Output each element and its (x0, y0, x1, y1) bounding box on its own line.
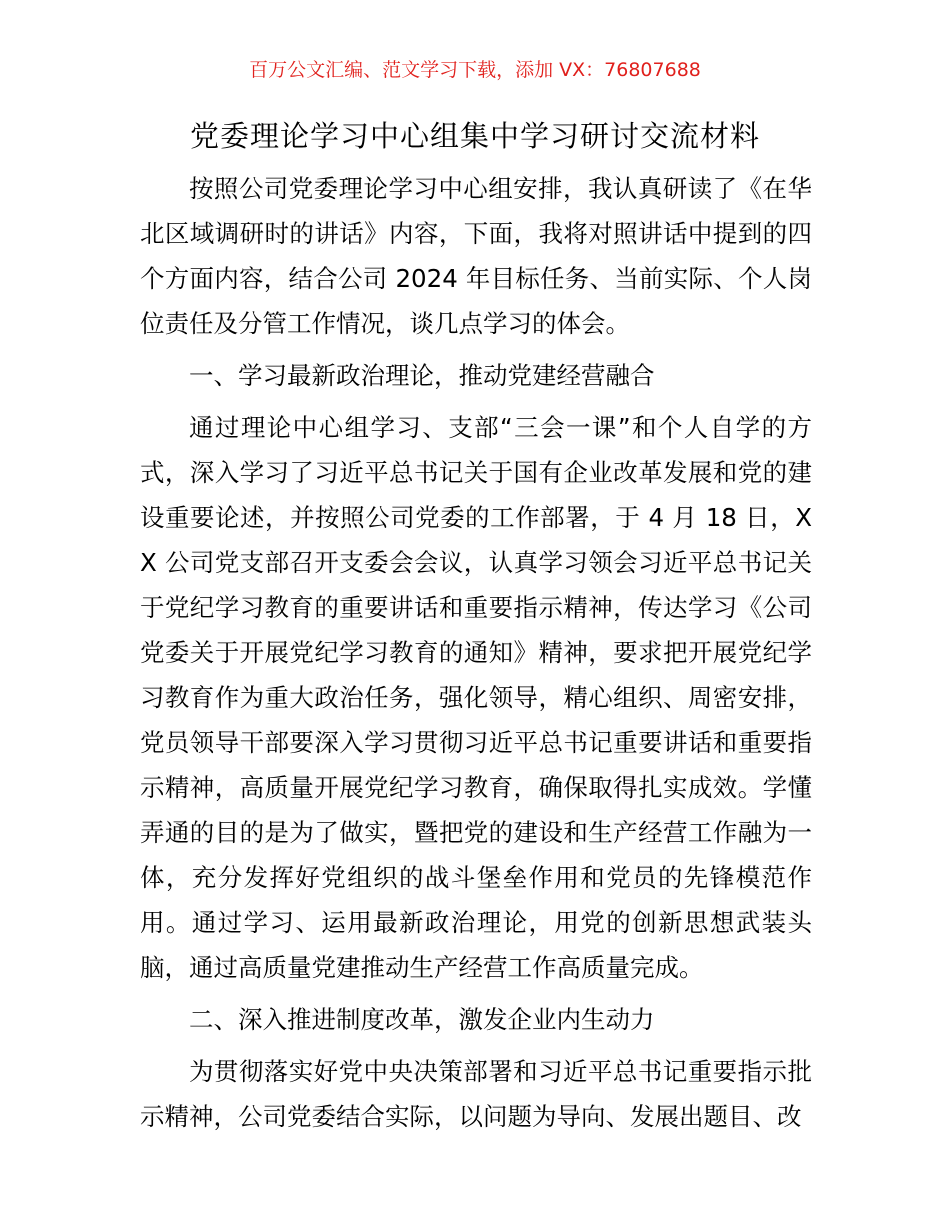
section-2-heading: 二、深入推进制度改革，激发企业内生动力 (189, 1005, 655, 1034)
section-1-paragraph: 通过理论中心组学习、支部“三会一课”和个人自学的方式，深入学习了习近平总书记关于国有企业改革发展和党的建设重要论述，并按照公司党委的工作部署，于 4 月 18 日，XX 公司党支部召开支委会会议，认真学习领会习近平总书记关于党纪学习教育的重要讲话和重要指示精神，传达学习《公司党委关于开展党纪学习教育的通知》精神，要求把开展党纪学习教育作为重大政治任务，强化领导，精心组织、周密安排，党员领导干部要深入学习贯彻习近平总书记重要讲话和重要指示精神，高质量开展党纪学习教育，确保取得扎实成效。学懂弄通的目的是为了做实，暨把党的建设和生产经营工作融为一体，充分发挥好党组织的战斗堡垒作用和党员的先锋模范作用。通过学习、运用最新政治理论，用党的创新思想武装头脑，通过高质量党建推动生产经营工作高质量完成。 (140, 413, 812, 982)
section-1-heading: 一、学习最新政治理论，推动党建经营融合 (189, 361, 655, 390)
document-body (140, 166, 812, 1139)
intro-paragraph: 按照公司党委理论学习中心组安排，我认真研读了《在华北区域调研时的讲话》内容，下面，我将对照讲话中提到的四个方面内容，结合公司 2024 年目标任务、当前实际、个人岗位责任及分管工作情况，谈几点学习的体会。 (140, 174, 812, 338)
section-2-paragraph: 为贯彻落实好党中央决策部署和习近平总书记重要指示批示精神，公司党委结合实际，以问题为导向、发展出题目、改 (140, 1057, 812, 1131)
document-title: 党委理论学习中心组集中学习研讨交流材料 (189, 119, 760, 153)
header-watermark-note: 百万公文汇编、范文学习下载，添加 VX：76807688 (249, 59, 701, 81)
